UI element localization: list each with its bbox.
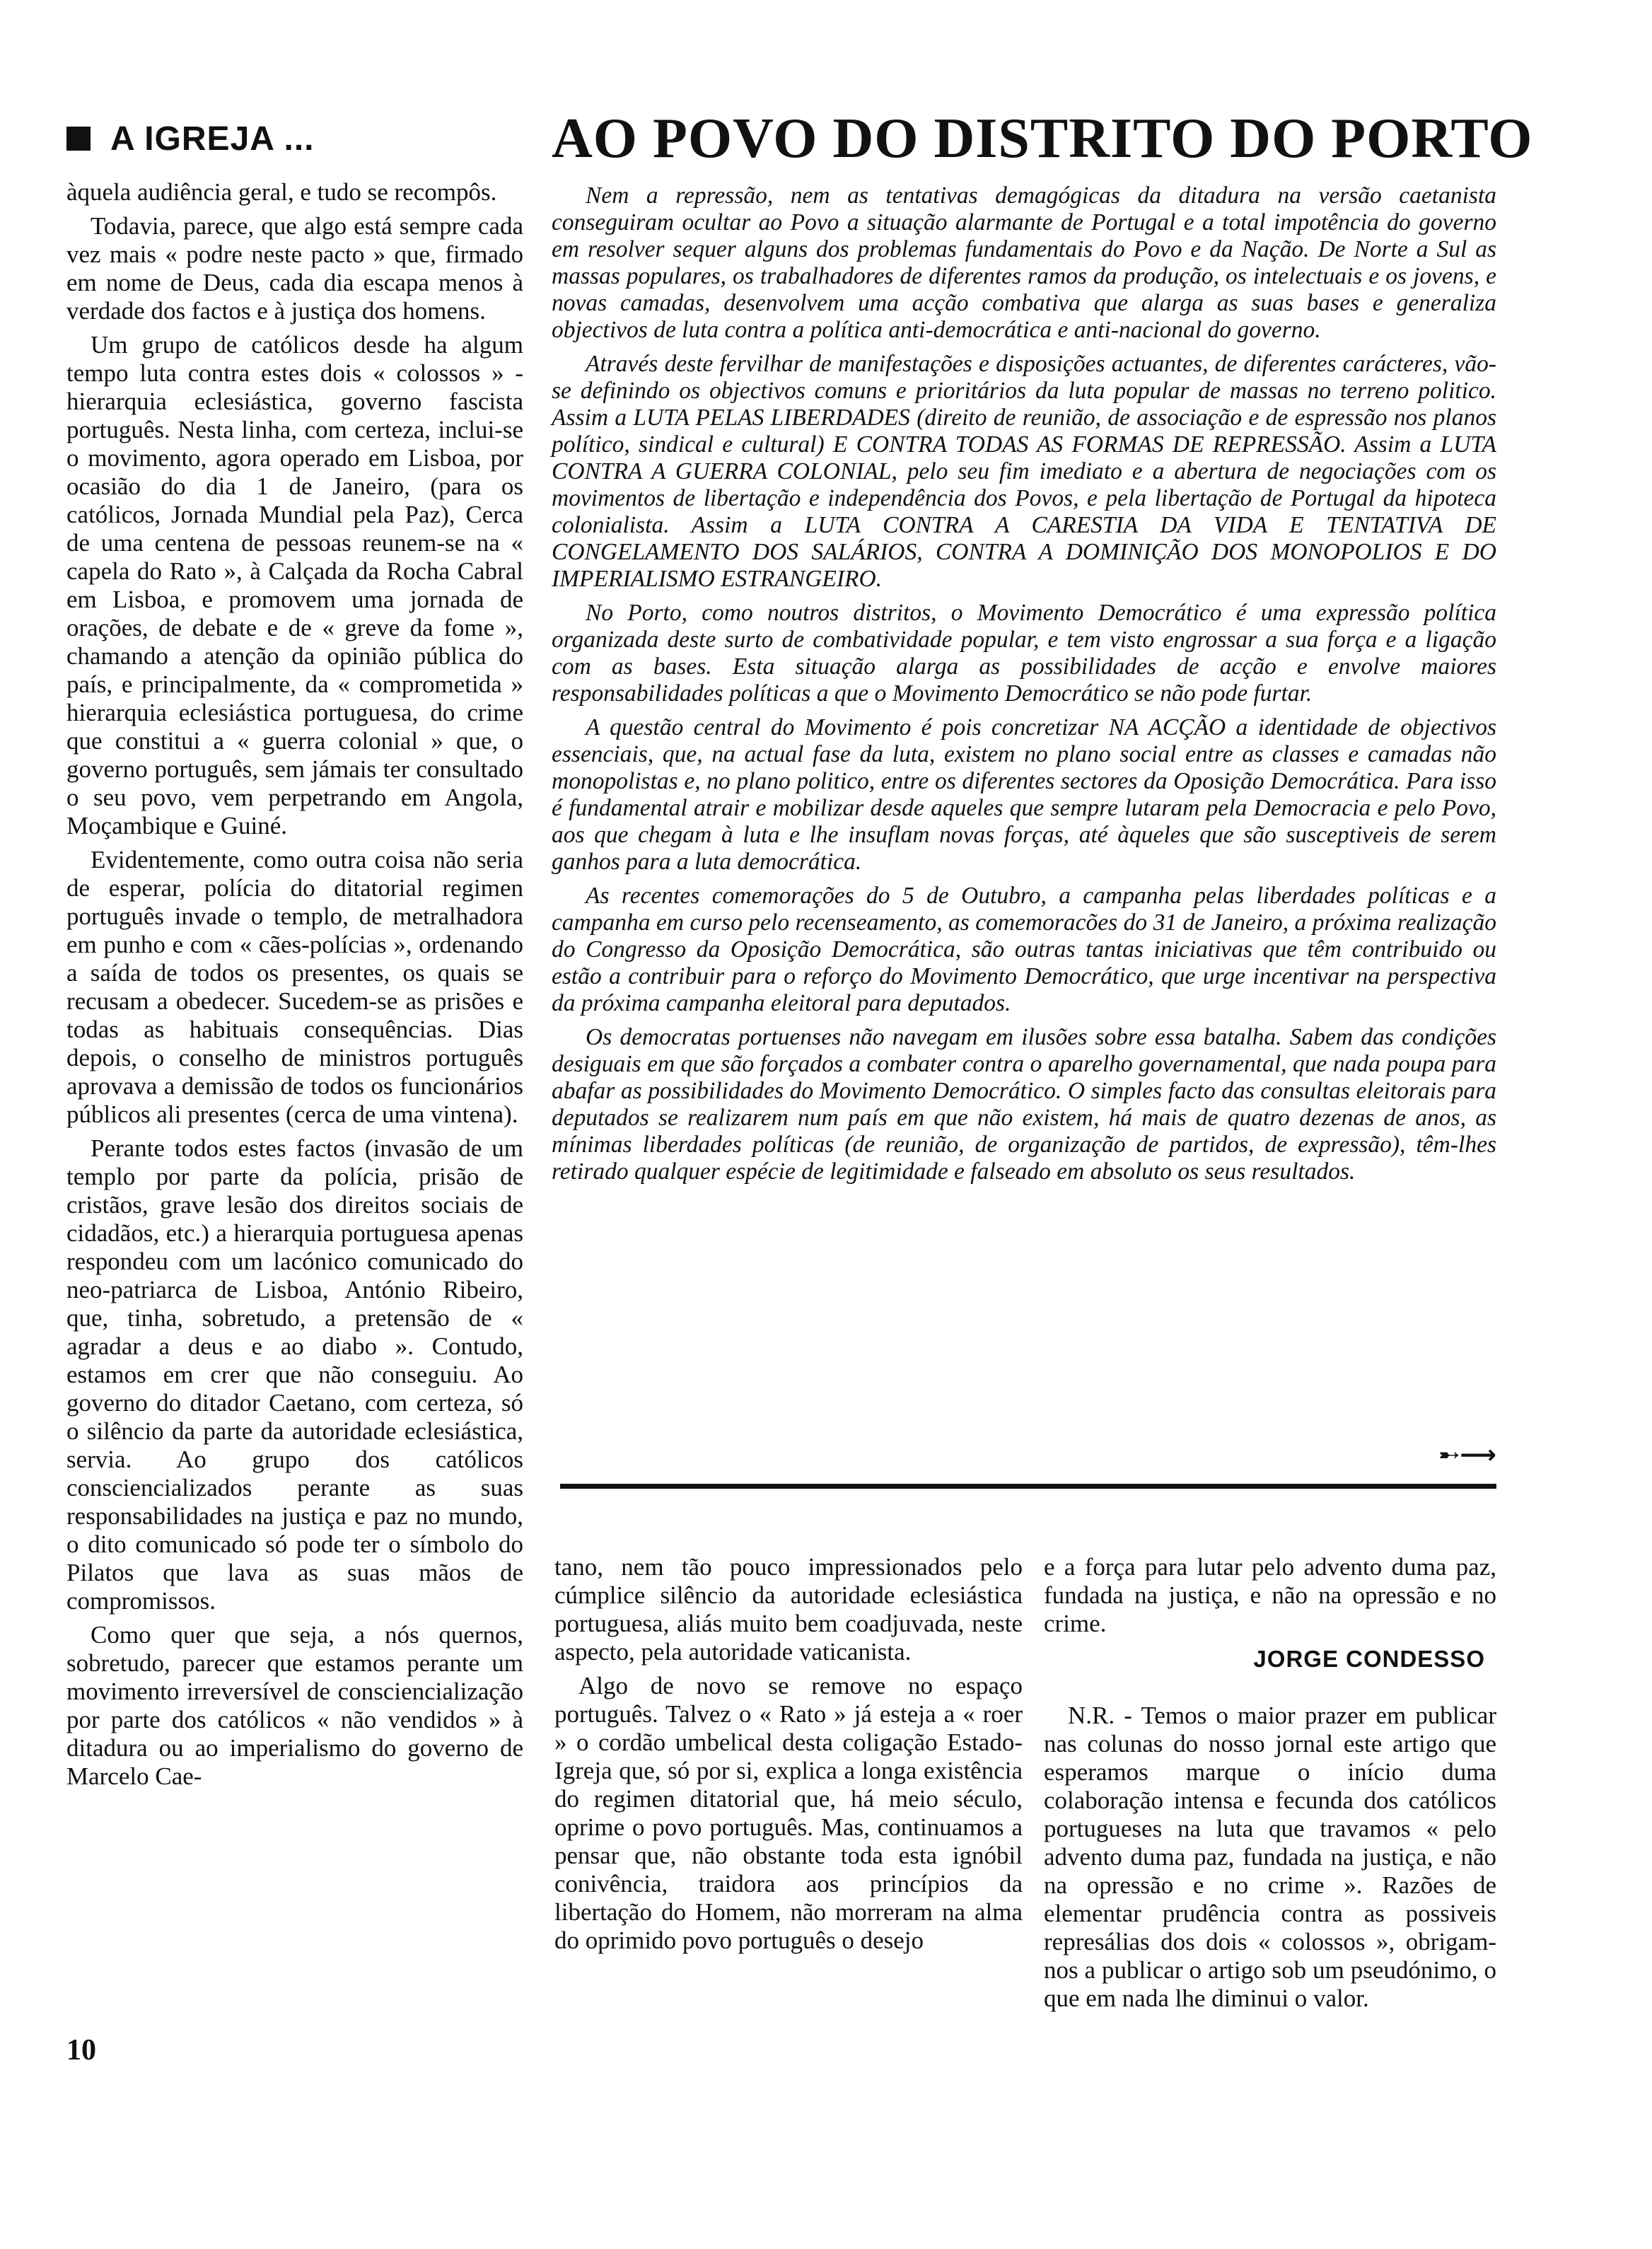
horizontal-divider (560, 1484, 1496, 1489)
left-paragraph: Todavia, parece, que algo está sempre cada vez mais « podre neste pacto » que, firmado em nome de Deus, cada dia escapa menos à verdade dos factos e à justiça dos homens. (66, 212, 523, 325)
article-paragraph: No Porto, como noutros distritos, o Movimento Democrático é uma expressão política organizada deste surto de combatividade popular, e tem visto engrossar a sua força e a ligação com as bases. Esta situação alarga as possibilidades de acção e envolve maiores responsabilidades políticas a que o Movimento Democrático se não pode furtar. (552, 600, 1496, 707)
left-paragraph: Um grupo de católicos desde ha algum tempo luta contra estes dois « colossos » - hierarquia eclesiástica, governo fascista português. Nesta linha, com certeza, inclui-se o movimento, agora operado em Lisboa, por ocasião do dia 1 de Janeiro, (para os católicos, Jornada Mundial pela Paz), Cerca de uma centena de pessoas reunem-se na « capela do Rato », à Calçada da Rocha Cabral em Lisboa, e promovem uma jornada de orações, de debate e de « greve da fome », chamando a atenção da opinião pública do país, e principalmente, da « comprometida » hierarquia eclesiástica portuguesa, do crime que constitui a « guerra colonial » que, o governo português, sem jámais ter consultado o seu povo, vem perpetrando em Angola, Moçambique e Guiné. (66, 331, 523, 839)
editor-note: N.R. - Temos o maior prazer em publicar nas colunas do nosso jornal este artigo que esperamos marque o início duma colaboração intensa e fecunda dos católicos portugueses na luta que travamos « pelo advento duma paz, fundada na justiça, e não na opressão e no crime ». Razões de elementar prudência contra as possiveis represálias dos dois « colossos », obrigam-nos a publicar o artigo sob um pseudónimo, o que em nada lhe diminui o valor. (1044, 1702, 1496, 2012)
article-paragraph: Nem a repressão, nem as tentativas demagógicas da ditadura na versão caetanista conseguiram ocultar ao Povo a situação alarmante de Portugal e a total impotência do governo em resolver sequer alguns dos problemas fundamentais do Povo e da Nação. De Norte a Sul as massas populares, os trabalhadores de diferentes ramos da produção, os intelectuais e os jovens, e novas camadas, desenvolvem uma acção combativa que alarga as suas bases e generaliza objectivos de luta contra a política anti-democrática e anti-nacional do governo. (552, 182, 1496, 343)
left-paragraph: Evidentemente, como outra coisa não seria de esperar, polícia do ditatorial regimen português invade o templo, de metralhadora em punho e com « cães-polícias », ordenando a saída de todos os presentes, os quais se recusam a obedecer. Sucedem-se as prisões e todas as habituais consequências. Dias depois, o conselho de ministros português aprovava a demissão de todos os funcionários públicos ali presentes (cerca de uma vintena). (66, 846, 523, 1128)
article-paragraph: Através deste fervilhar de manifestações e disposições actuantes, de diferentes carácteres, vão-se definindo os objectivos comuns e prioritários da luta popular de massas no terreno politico. Assim a LUTA PELAS LIBERDADES (direito de reunião, de associação e de espressão nos planos político, sindical e cultural) E CONTRA TODAS AS FORMAS DE REPRESSÃO. Assim a LUTA CONTRA A GUERRA COLONIAL, pelo seu fim imediato e a abertura de negociações com os movimentos de libertação e independência dos Povos, e pela libertação de Portugal da hipoteca colonialista. Assim a LUTA CONTRA A CARESTIA DA VIDA E TENTATIVA DE CONGELAMENTO DOS SALÁRIOS, CONTRA A DOMINIÇÃO DOS MONOPOLIOS E DO IMPERIALISMO ESTRANGEIRO. (552, 351, 1496, 592)
article-body (552, 182, 1496, 1192)
article-heading: AO POVO DO DISTRITO DO PORTO (552, 107, 1533, 170)
article-paragraph: As recentes comemorações do 5 de Outubro, a campanha pelas liberdades políticas e a campanha em curso pelo recenseamento, as comemoracões do 31 de Janeiro, a próxima realização do Congresso da Oposição Democrática, são outras tantas iniciativas que têm contribuido ou estão a contribuir para o reforço do Movimento Democrático, que urge incentivar na perspectiva da próxima campanha eleitoral para deputados. (552, 883, 1496, 1016)
continue-arrow-icon: ➸⟶ (1438, 1441, 1496, 1470)
article-paragraph: Os democratas portuenses não navegam em ilusões sobre essa batalha. Sabem das condições desiguais em que são forçados a combater contra o aparelho governamental, que nada poupa para abafar as possibilidades do Movimento Democrático. O simples facto das consultas eleitorais para deputados se realizarem num país em que não existem, há mais de quatro dezenas de anos, as mínimas liberdades políticas (de reunião, de organização de partidos, de expressão), têm-lhes retirado qualquer espécie de legitimidade e falseado em absoluto os seus resultados. (552, 1024, 1496, 1185)
left-paragraph: Como quer que seja, a nós quernos, sobretudo, parecer que estamos perante um movimento irreversível de consciencialização por parte dos católicos « não vendidos » à ditadura ou ao imperialismo do governo de Marcelo Cae- (66, 1621, 523, 1790)
article-paragraph: A questão central do Movimento é pois concretizar NA ACÇÃO a identidade de objectivos essenciais, que, na actual fase da luta, existem no plano social entre as classes e camadas não monopolistas e, no plano politico, entre os diferentes sectores da Oposição Democrática. Para isso é fundamental atrair e mobilizar desde aqueles que sempre lutaram pela Democracia e pelo Povo, aos que chegam à luta e lhe insuflam novas forças, até àqueles que são susceptiveis de serem ganhos para a luta democrática. (552, 714, 1496, 875)
bullet-square-icon (66, 127, 91, 151)
section-label-text: A IGREJA ... (110, 120, 315, 158)
middle-column (554, 1553, 1023, 1960)
section-label (66, 113, 519, 164)
middle-paragraph: tano, nem tão pouco impressionados pelo cúmplice silêncio da autoridade eclesiástica portuguesa, aliás muito bem coadjuvada, neste aspecto, pela autoridade vaticanista. (554, 1553, 1023, 1666)
right-column (1044, 1553, 1496, 2018)
middle-paragraph: Algo de novo se remove no espaço português. Talvez o « Rato » já esteja a « roer » o cordão umbelical desta coligação Estado-Igreja que, só por si, explica a longa existência do regimen ditatorial que, há meio século, oprime o povo português. Mas, continuamos a pensar que, não obstante toda esta ignóbil conivência, traidora aos princípios da libertação do Homem, não morreram na alma do oprimido povo português o desejo (554, 1672, 1023, 1954)
left-paragraph: Perante todos estes factos (invasão de um templo por parte da polícia, prisão de cristãos, grave lesão dos direitos sociais de cidadãos, etc.) a hierarquia portuguesa apenas respondeu com um lacónico comunicado do neo-patriarca de Lisboa, António Ribeiro, que, tinha, sobretudo, a pretensão de « agradar a deus e ao diabo ». Contudo, estamos em crer que não conseguiu. Ao governo do ditador Caetano, com certeza, só o silêncio da parte da autoridade eclesiástica, servia. Ao grupo dos católicos consciencializados perante as suas responsabilidades na justiça e paz no mundo, o dito comunicado só pode ter o símbolo do Pilatos que lava as suas mãos de compromissos. (66, 1134, 523, 1615)
closing-paragraph: e a força para lutar pelo advento duma paz, fundada na justiça, e não na opressão e no crime. (1044, 1553, 1496, 1637)
author-signature: JORGE CONDESSO (1253, 1646, 1485, 1672)
page-number: 10 (66, 2034, 96, 2067)
left-paragraph: àquela audiência geral, e tudo se recompôs. (66, 178, 497, 206)
left-column (66, 178, 523, 1796)
